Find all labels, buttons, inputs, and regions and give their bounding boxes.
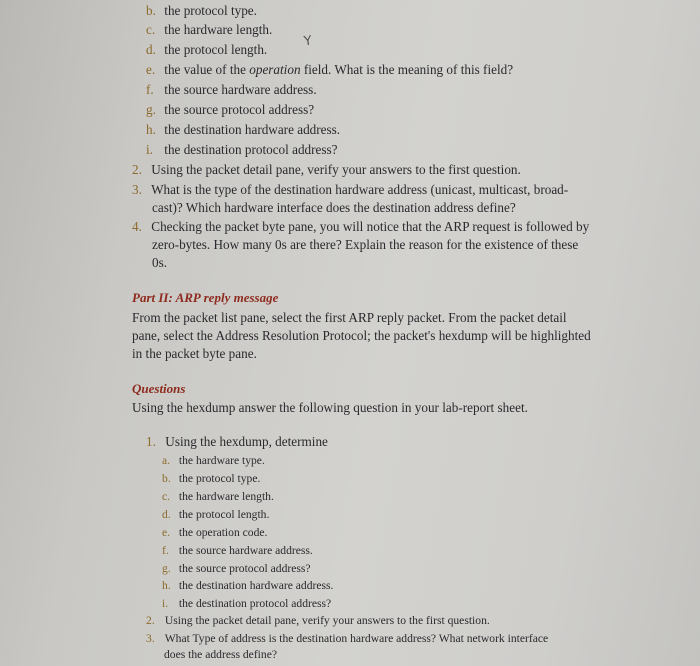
question-item: 3. What Type of address is the destination hardware address? What network interface — [146, 632, 549, 645]
question-continuation: 0s. — [152, 255, 168, 270]
list-item: a. the hardware type. — [162, 454, 265, 467]
question-item: 2. Using the packet detail pane, verify your answers to the first question. — [146, 614, 490, 627]
paragraph-line: From the packet list pane, select the first ARP reply packet. From the packet detail — [132, 310, 567, 325]
list-item: f. the source hardware address. — [146, 82, 317, 97]
list-item: e. the value of the operation field. What is the meaning of this field? — [146, 62, 514, 77]
list-item: e. the operation code. — [162, 526, 268, 539]
list-item: f. the source hardware address. — [162, 544, 313, 557]
question-continuation: cast)? Which hardware interface does the destination address define? — [152, 200, 516, 215]
list-item: b. the protocol type. — [162, 472, 261, 485]
list-item: d. the protocol length. — [146, 42, 268, 57]
list-item: h. the destination hardware address. — [146, 122, 341, 137]
list-item: h. the destination hardware address. — [162, 579, 334, 592]
questions-heading: Questions — [132, 381, 186, 396]
question-continuation: zero-bytes. How many 0s are there? Explain the reason for the existence of these — [152, 237, 579, 252]
list-item: i. the destination protocol address? — [146, 142, 338, 157]
questions-intro: Using the hexdump answer the following question in your lab-report sheet. — [132, 400, 528, 415]
list-item: g. the source protocol address? — [162, 562, 311, 575]
question-continuation: does the address define? — [164, 648, 277, 661]
list-item: c. the hardware length. — [146, 22, 273, 37]
question-item: 2. Using the packet detail pane, verify your answers to the first question. — [132, 162, 521, 177]
question-item: 3. What is the type of the destination hardware address (unicast, multicast, broad- — [132, 182, 569, 197]
list-item: g. the source protocol address? — [146, 102, 315, 117]
list-item: c. the hardware length. — [162, 490, 274, 503]
handwritten-mark: Y — [302, 33, 313, 50]
section-heading: Part II: ARP reply message — [132, 290, 279, 305]
list-item: d. the protocol length. — [162, 508, 270, 521]
list-item: i. the destination protocol address? — [162, 597, 332, 610]
list-item: b. the protocol type. — [146, 3, 257, 18]
paragraph-line: pane, select the Address Resolution Protocol; the packet's hexdump will be highlighted — [132, 328, 591, 343]
question-item: 4. Checking the packet byte pane, you will notice that the ARP request is followed by — [132, 219, 590, 234]
paragraph-line: in the packet byte pane. — [132, 346, 257, 361]
question-item: 1. Using the hexdump, determine — [146, 434, 328, 449]
